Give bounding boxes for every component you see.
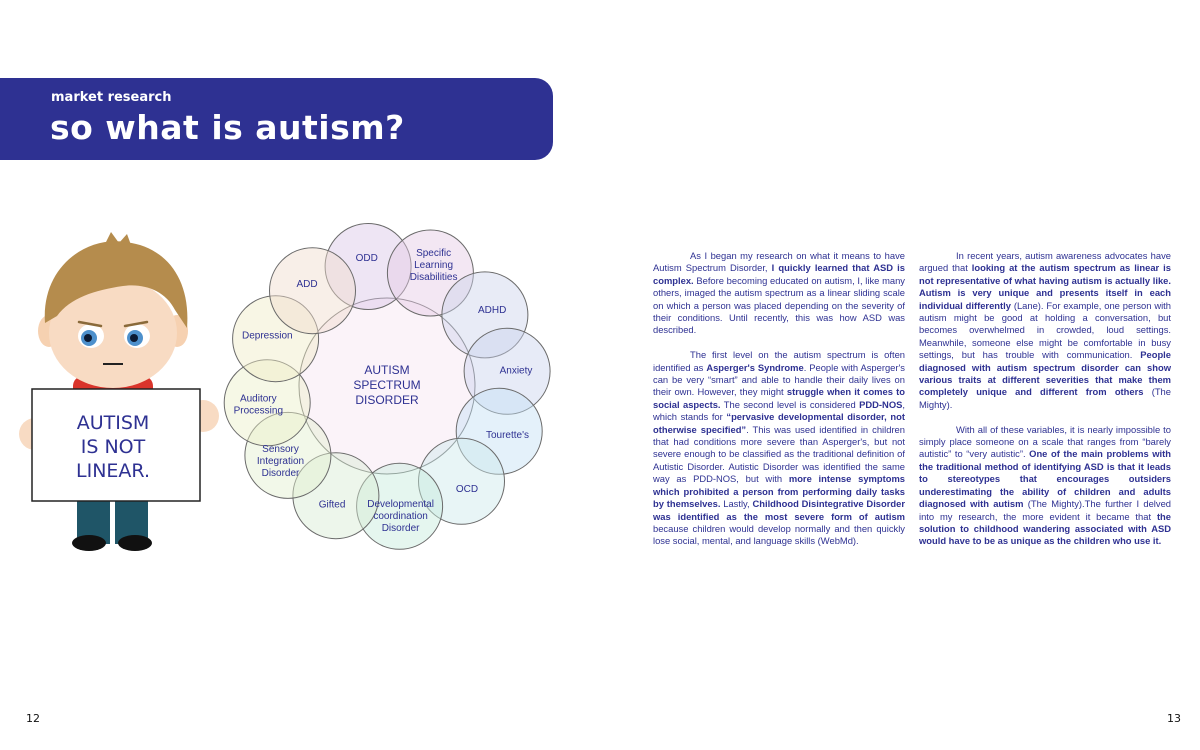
- petal-label-gifted: Gifted: [318, 499, 346, 511]
- body-text: (Lane). For example, one person with autism might be good at holding a conversation, but becomes overwhelmed in crowded, loud settings. Meanwhile, someone else might be comfortable in busy settings, but has trouble with communication.: [919, 299, 1171, 361]
- emphasis-text: Childhood Disintegrative Disorder was identified as the most severe form of autism: [653, 498, 905, 522]
- petal-label-auditory: Processing: [233, 405, 284, 417]
- body-text: (The Mighty).The further I delved into my research, the more evident it became that: [919, 498, 1171, 522]
- body-text: Lastly,: [720, 498, 753, 510]
- boy-left-shoe: [72, 535, 106, 551]
- petal-label-ocd: OCD: [455, 483, 479, 495]
- body-text: The first level on the autism spectrum is often identified as: [653, 349, 905, 373]
- diagram-center-line-2: SPECTRUM: [353, 378, 421, 392]
- petal-label-tourettes: Tourette's: [485, 430, 530, 442]
- petal-label-specific: Specific: [416, 248, 452, 260]
- petal-label-developmental: Disorder: [381, 522, 420, 534]
- emphasis-text: People diagnosed with autism spectrum disorder can show various traits at different severities that make them completely unique and different from others: [919, 349, 1171, 398]
- autism-spectrum-diagram: [218, 222, 558, 557]
- petal-label-specific: Disabilities: [409, 272, 458, 284]
- emphasis-text: struggle when it comes to social aspects.: [653, 386, 906, 410]
- emphasis-text: I quickly learned that ASD is complex.: [653, 262, 905, 286]
- petal-label-anxiety: Anxiety: [499, 365, 533, 377]
- petal-label-odd: ODD: [355, 253, 378, 265]
- petal-label-specific: Learning: [414, 260, 454, 272]
- emphasis-text: the solution to childhood wandering associated with ASD would have to be as unique as the children who use it.: [919, 510, 1171, 547]
- emphasis-text: looking at the autism spectrum as linear is not representative of what having autism is actually like. Autism is very unique and presents itself in each individual differently: [919, 262, 1171, 311]
- diagram-center-line-3: DISORDER: [355, 393, 419, 407]
- boy-right-shoe: [118, 535, 152, 551]
- body-text: , which stands for: [653, 398, 905, 423]
- paragraph: [919, 250, 1171, 411]
- body-text: The second level is considered: [720, 398, 860, 410]
- header-banner: [0, 78, 553, 160]
- sign-line-2: IS NOT: [80, 436, 146, 458]
- section-kicker: market research: [51, 90, 172, 105]
- boy-illustration: [15, 228, 225, 558]
- paragraph: [653, 250, 905, 337]
- page-number-left: 12: [26, 712, 40, 725]
- body-text: With all of these variables, it is nearly impossible to simply place someone on a scale that ranges from “barely autistic” to “very autistic”.: [919, 423, 1171, 460]
- body-text: because children would develop normally and then quickly lose social, mental, and language skills (WebMd).: [653, 522, 905, 547]
- diagram-center-line-1: AUTISM: [364, 363, 410, 377]
- page-title: so what is autism?: [50, 108, 405, 147]
- body-text: (The Mighty).: [919, 386, 1171, 410]
- emphasis-text: One of the main problems with the traditional method of identifying ASD is that it leads to stereotypes that encourages outsiders underestimating the ability of children and adults diagnosed with autism: [919, 448, 1171, 510]
- article-column-right: [919, 250, 1171, 560]
- boy-left-pupil: [84, 334, 92, 342]
- page-number-right: 13: [1167, 712, 1181, 725]
- petal-label-sensory: Disorder: [261, 468, 300, 480]
- body-text: . This was used identified in children that had conditions more severe than Asperger's, but not severe enough to be classified as the traditional definition of Autistic Disorder. Autistic Disorder was identified the same way as PDD-NOS, but with: [653, 423, 905, 485]
- body-text: . People with Asperger's can be very “smart” and able to handle their daily lives on their own. However, they might: [653, 361, 905, 398]
- petal-label-depression: Depression: [242, 330, 293, 342]
- emphasis-text: Asperger's Syndrome: [706, 361, 804, 373]
- sign-line-1: AUTISM: [76, 412, 150, 434]
- petal-label-adhd: ADHD: [478, 305, 507, 317]
- body-text: As I began my research on what it means to have Autism Spectrum Disorder,: [653, 250, 905, 274]
- petal-label-sensory: Integration: [256, 456, 305, 468]
- body-text: Before becoming educated on autism, I, like many others, imaged the autism spectrum as a linear sliding scale on which a person was placed depending on the severity of their conditions. Until recently, this was how ASD was described.: [653, 274, 905, 336]
- sign-line-3: LINEAR.: [76, 460, 150, 482]
- emphasis-text: “pervasive developmental disorder, not otherwise specified”: [653, 411, 905, 435]
- petal-add: [270, 248, 356, 334]
- boy-hair-tuft: [105, 232, 131, 245]
- petal-label-developmental: Developmental: [367, 498, 434, 510]
- paragraph: [653, 349, 905, 548]
- paragraph: [919, 424, 1171, 548]
- emphasis-text: more intense symptoms which prohibited a person from performing daily tasks by themselves.: [653, 473, 905, 510]
- petal-label-add: ADD: [296, 279, 318, 291]
- emphasis-text: PDD-NOS: [859, 398, 903, 410]
- petal-label-auditory: Auditory: [239, 393, 277, 405]
- boy-right-pupil: [130, 334, 138, 342]
- body-text: In recent years, autism awareness advocates have argued that: [919, 250, 1171, 274]
- article-column-left: [653, 250, 905, 560]
- petal-label-developmental: coordination: [373, 510, 428, 522]
- petal-label-sensory: Sensory: [262, 444, 299, 456]
